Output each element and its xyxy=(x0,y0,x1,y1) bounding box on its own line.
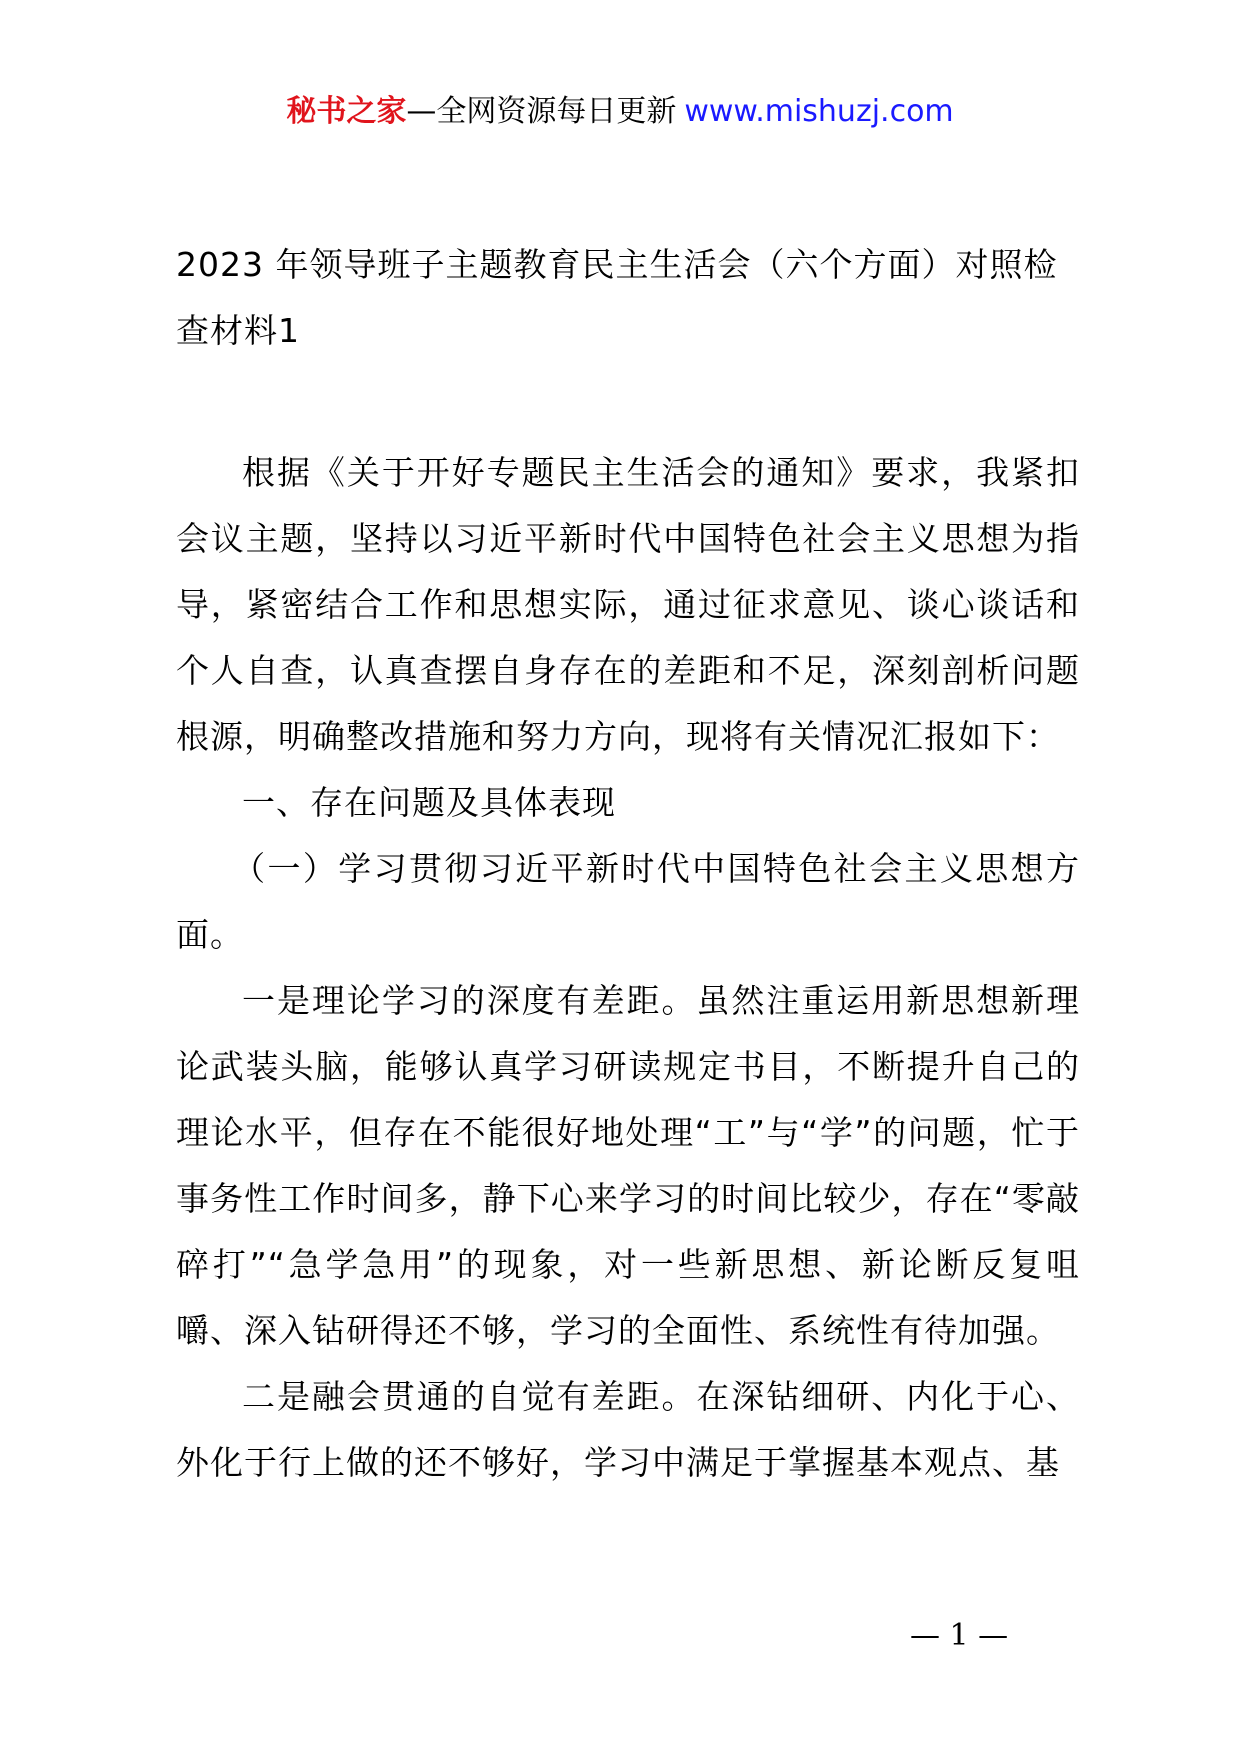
body-paragraph-2: 二是融会贯通的自觉有差距。在深钻细研、内化于心、外化于行上做的还不够好，学习中满足于掌握基本观点、基 xyxy=(176,1377,1080,1482)
site-slogan: —全网资源每日更新 xyxy=(406,94,677,129)
site-url-link[interactable]: www.mishuzj.com xyxy=(684,94,954,129)
section-heading: 一、存在问题及具体表现 xyxy=(242,783,616,822)
sub-heading: （一）学习贯彻习近平新时代中国特色社会主义思想方面。 xyxy=(176,849,1080,954)
intro-paragraph: 根据《关于开好专题民主生活会的通知》要求，我紧扣会议主题，坚持以习近平新时代中国特色社会主义思想为指导，紧密结合工作和思想实际，通过征求意见、谈心谈话和个人自查，认真查摆自身存在的差距和不足，深刻剖析问题根源，明确整改措施和努力方向，现将有关情况汇报如下： xyxy=(176,453,1080,756)
page-number: — 1 — xyxy=(910,1618,1009,1653)
site-brand: 秘书之家 xyxy=(286,94,407,129)
document-title: 2023 年领导班子主题教育民主生活会（六个方面）对照检查材料1 xyxy=(176,245,1058,350)
site-header xyxy=(0,92,1240,132)
document-body xyxy=(176,232,1080,1496)
body-paragraph-1: 一是理论学习的深度有差距。虽然注重运用新思想新理论武装头脑，能够认真学习研读规定书目，不断提升自己的理论水平，但存在不能很好地处理“工”与“学”的问题，忙于事务性工作时间多，静下心来学习的时间比较少，存在“零敲碎打”“急学急用”的现象，对一些新思想、新论断反复咀嚼、深入钻研得还不够，学习的全面性、系统性有待加强。 xyxy=(176,981,1080,1350)
